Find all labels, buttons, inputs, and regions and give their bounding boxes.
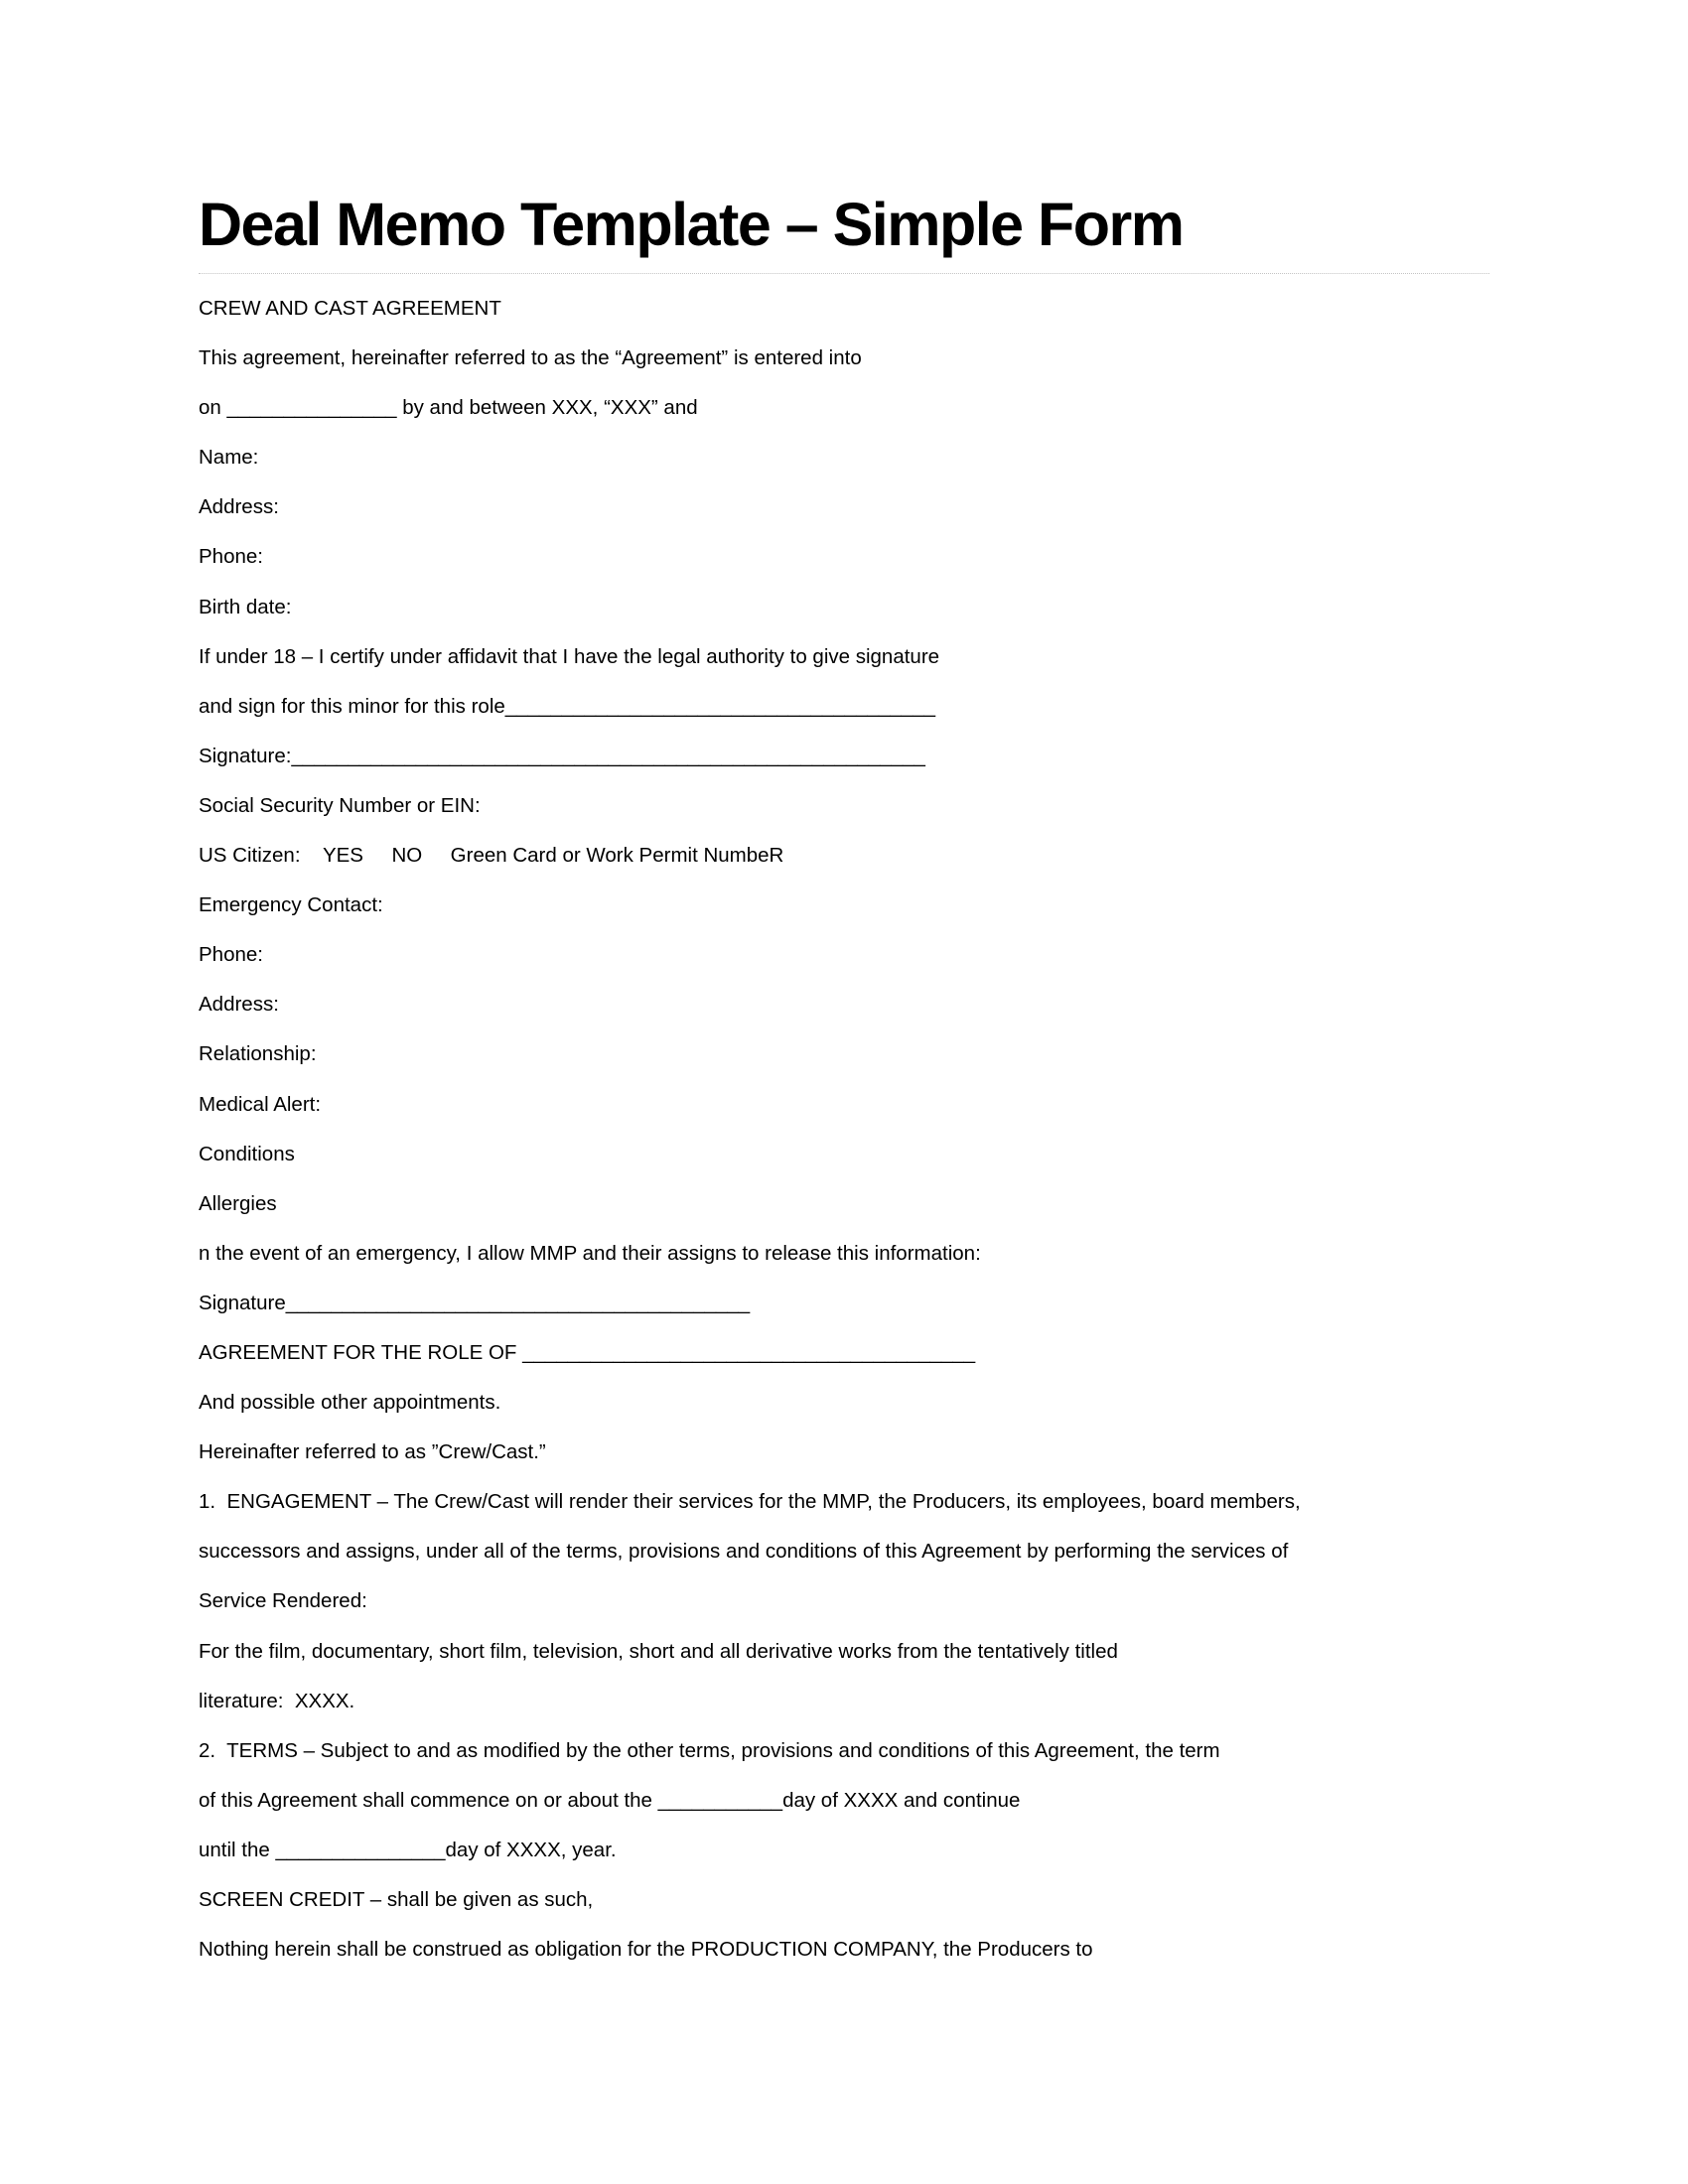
emergency-signature-line: Signature_________________________________________ [199,1291,751,1314]
address-field-label: Address: [199,495,279,519]
emergency-address-label: Address: [199,993,279,1017]
other-appointments-line: And possible other appointments. [199,1391,501,1415]
emergency-phone-label: Phone: [199,943,263,967]
birth-date-field-label: Birth date: [199,595,292,618]
emergency-contact-label: Emergency Contact: [199,893,383,917]
minor-role-line: and sign for this minor for this role______________________________________ [199,694,936,718]
relationship-label: Relationship: [199,1042,317,1066]
engagement-clause-line-2: successors and assigns, under all of the terms, provisions and conditions of this Agreement by performing the services of [199,1540,1289,1564]
agreement-heading: CREW AND CAST AGREEMENT [199,297,501,320]
document-page [199,184,1489,1975]
terms-clause-line-3: until the _______________day of XXXX, year. [199,1838,617,1861]
literature-title-line: literature: XXXX. [199,1689,355,1712]
service-rendered-label: Service Rendered: [199,1589,367,1613]
document-title: Deal Memo Template – Simple Form [199,191,1184,258]
obligation-clause-line: Nothing herein shall be construed as obligation for the PRODUCTION COMPANY, the Producers to [199,1938,1093,1962]
ssn-ein-field-label: Social Security Number or EIN: [199,793,481,817]
terms-clause-line-1: 2. TERMS – Subject to and as modified by the other terms, provisions and conditions of this Agreement, the term [199,1738,1220,1762]
medical-alert-label: Medical Alert: [199,1092,322,1116]
minor-affidavit-line: If under 18 – I certify under affidavit that I have the legal authority to give signature [199,644,940,668]
name-field-label: Name: [199,446,259,470]
conditions-label: Conditions [199,1142,295,1165]
title-divider [199,273,1489,274]
screen-credit-line: SCREEN CREDIT – shall be given as such, [199,1888,594,1911]
terms-clause-line-2: of this Agreement shall commence on or about the ___________day of XXXX and continue [199,1788,1021,1812]
citizenship-line: US Citizen: YES NO Green Card or Work Permit NumbeR [199,844,784,868]
document-body [199,284,1489,1975]
signature-line: Signature:________________________________________________________ [199,744,925,767]
agreement-date-line: on _______________ by and between XXX, “XXX” and [199,396,698,420]
agreement-intro-line: This agreement, hereinafter referred to as the “Agreement” is entered into [199,346,862,370]
film-works-line: For the film, documentary, short film, television, short and all derivative works from the tentatively titled [199,1639,1118,1663]
engagement-clause-line-1: 1. ENGAGEMENT – The Crew/Cast will render their services for the MMP, the Producers, its employees, board members, [199,1490,1301,1514]
phone-field-label: Phone: [199,545,263,569]
emergency-release-line: n the event of an emergency, I allow MMP and their assigns to release this information: [199,1241,981,1265]
crew-cast-reference-line: Hereinafter referred to as ”Crew/Cast.” [199,1440,546,1464]
role-agreement-line: AGREEMENT FOR THE ROLE OF ________________________________________ [199,1340,976,1364]
allergies-label: Allergies [199,1191,277,1215]
